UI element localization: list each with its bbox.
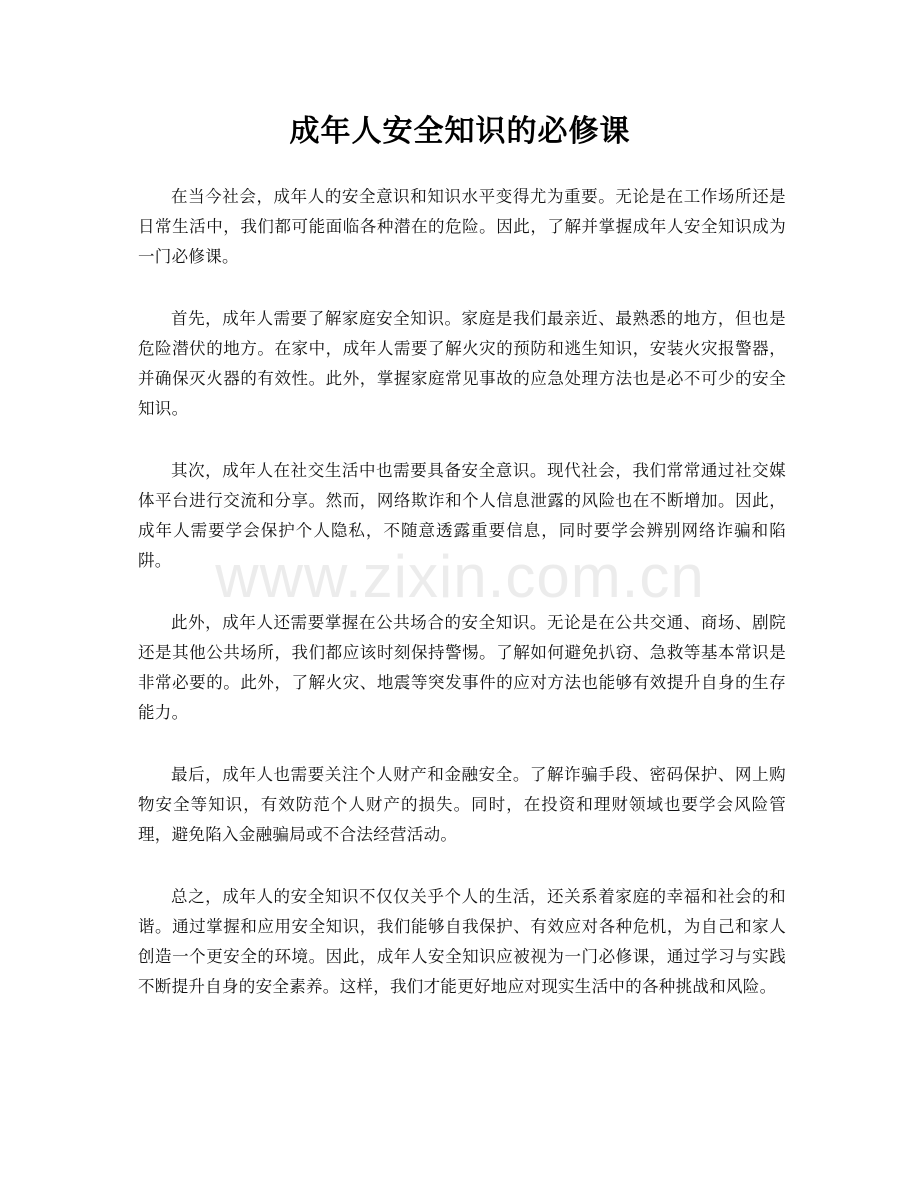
paragraph-social-safety: 其次，成年人在社交生活中也需要具备安全意识。现代社会，我们常常通过社交媒体平台进行交流和分享。然而，网络欺诈和个人信息泄露的风险也在不断增加。因此，成年人需要学会保护个人隐私，不随意透露重要信息，同时要学会辨别网络诈骗和陷阱。 [138,461,786,570]
paragraph-financial-safety: 最后，成年人也需要关注个人财产和金融安全。了解诈骗手段、密码保护、网上购物安全等知识，有效防范个人财产的损失。同时，在投资和理财领域也要学会风险管理，避免陷入金融骗局或不合法经营活动。 [138,765,786,844]
paragraph-conclusion: 总之，成年人的安全知识不仅仅关乎个人的生活，还关系着家庭的幸福和社会的和谐。通过掌握和应用安全知识，我们能够自我保护、有效应对各种危机，为自己和家人创造一个更安全的环境。因此，成年人安全知识应被视为一门必修课，通过学习与实践不断提升自身的安全素养。这样，我们才能更好地应对现实生活中的各种挑战和风险。 [138,887,786,996]
document-body [138,182,786,1034]
document-title: 成年人安全知识的必修课 [289,114,631,149]
paragraph-intro: 在当今社会，成年人的安全意识和知识水平变得尤为重要。无论是在工作场所还是日常生活中，我们都可能面临各种潜在的危险。因此，了解并掌握成年人安全知识成为一门必修课。 [138,187,786,266]
paragraph-home-safety: 首先，成年人需要了解家庭安全知识。家庭是我们最亲近、最熟悉的地方，但也是危险潜伏的地方。在家中，成年人需要了解火灾的预防和逃生知识，安装火灾报警器，并确保灭火器的有效性。此外，掌握家庭常见事故的应急处理方法也是必不可少的安全知识。 [138,309,786,418]
paragraph-public-safety: 此外，成年人还需要掌握在公共场合的安全知识。无论是在公共交通、商场、剧院还是其他公共场所，我们都应该时刻保持警惕。了解如何避免扒窃、急救等基本常识是非常必要的。此外，了解火灾、地震等突发事件的应对方法也能够有效提升自身的生存能力。 [138,613,786,722]
watermark: www.zixin.com.cn [215,543,705,610]
